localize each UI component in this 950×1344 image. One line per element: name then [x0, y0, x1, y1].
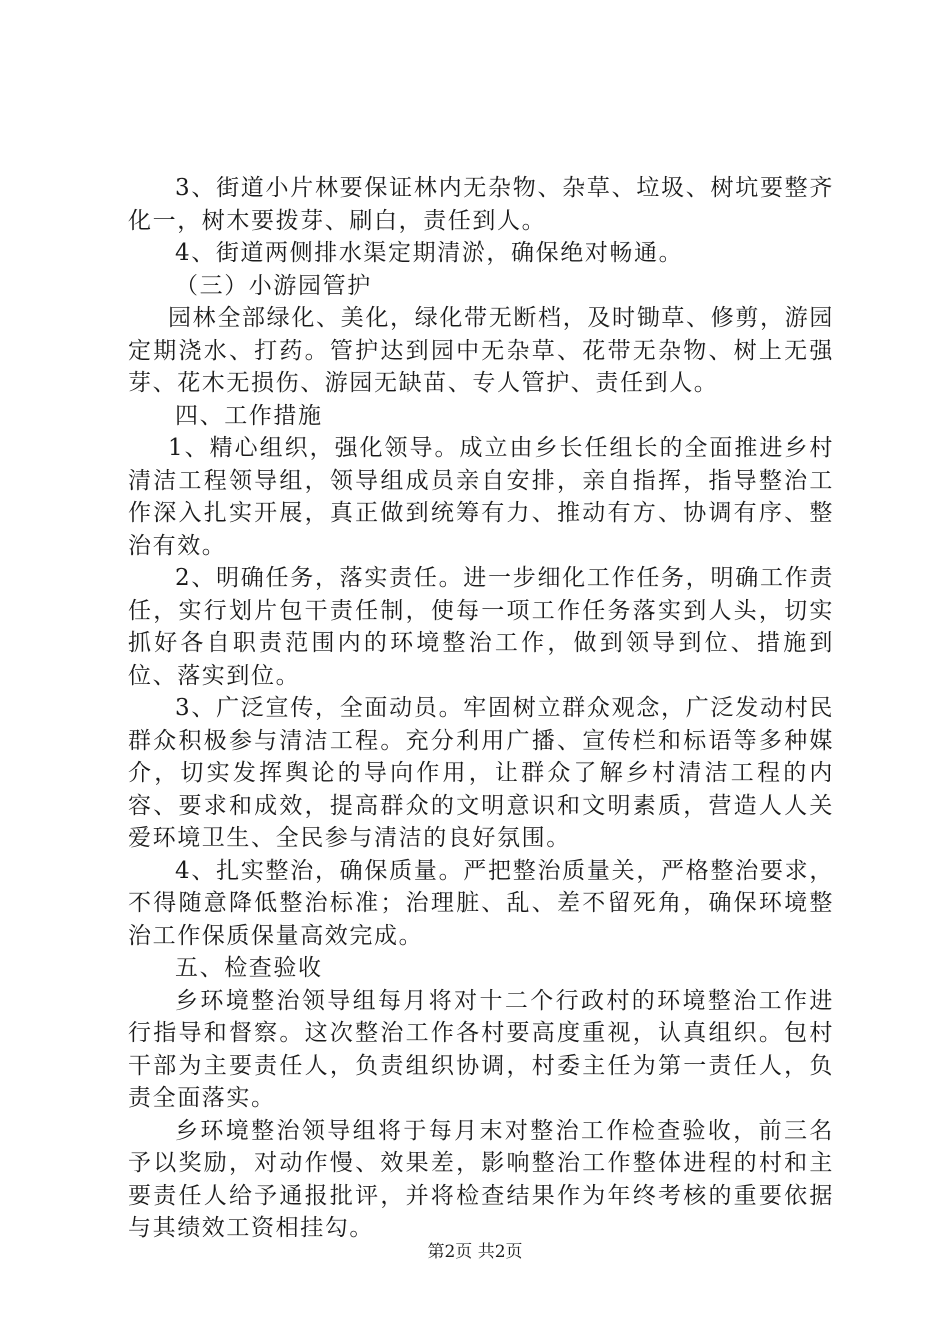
- paragraph-publicity: 3、广泛宣传，全面动员。牢固树立群众观念，广泛发动村民群众积极参与清洁工程。充分利用广播、宣传栏和标语等多种媒介，切实发挥舆论的导向作用，让群众了解乡村清洁工程的内容、要求和成效，提高群众的文明意识和文明素质，营造人人关爱环境卫生、全民参与清洁的良好氛围。: [128, 695, 834, 851]
- section-heading-inspection: 五、检查验收: [175, 955, 323, 981]
- paragraph-organize-lead: 1、精心组织，强化领导。成立由乡长任组长的全面推进乡村清洁工程领导组，领导组成员亲自安排，亲自指挥，指导整治工作深入扎实开展，真正做到统筹有力、推动有方、协调有序、整治有效。: [128, 435, 834, 559]
- page-footer: 第2页 共2页: [427, 1242, 523, 1262]
- paragraph-clarify-tasks: 2、明确任务，落实责任。进一步细化工作任务，明确工作责任，实行划片包干责任制，使每一项工作任务落实到人头，切实抓好各自职责范围内的环境整治工作，做到领导到位、措施到位、落实到位。: [128, 565, 834, 689]
- section-heading-small-garden: （三）小游园管护: [175, 272, 372, 299]
- paragraph-quality: 4、扎实整治，确保质量。严把整治质量关，严格整治要求，不得随意降低整治标准；治理脏、乱、差不留死角，确保环境整治工作保质保量高效完成。: [128, 857, 834, 949]
- paragraph-garden-care: 园林全部绿化、美化，绿化带无断档，及时锄草、修剪，游园定期浇水、打药。管护达到园中无杂草、花带无杂物、树上无强芽、花木无损伤、游园无缺苗、专人管护、责任到人。: [128, 305, 834, 396]
- paragraph-drainage: 4、街道两侧排水渠定期清淤，确保绝对畅通。: [175, 240, 684, 266]
- document-body: [128, 172, 834, 1245]
- paragraph-street-woodland: 3、街道小片林要保证林内无杂物、杂草、垃圾、树坑要整齐化一，树木要拨芽、刷白，责任到人。: [128, 175, 834, 234]
- section-heading-work-measures: 四、工作措施: [175, 402, 323, 429]
- paragraph-monthly-inspection: 乡环境整治领导组将于每月末对整治工作检查验收，前三名予以奖励，对动作慢、效果差，影响整治工作整体进程的村和主要责任人给予通报批评，并将检查结果作为年终考核的重要依据与其绩效工资相挂勾。: [128, 1117, 834, 1241]
- paragraph-monthly-guidance: 乡环境整治领导组每月将对十二个行政村的环境整治工作进行指导和督察。这次整治工作各村要高度重视，认真组织。包村干部为主要责任人，负责组织协调，村委主任为第一责任人，负责全面落实。: [128, 987, 834, 1111]
